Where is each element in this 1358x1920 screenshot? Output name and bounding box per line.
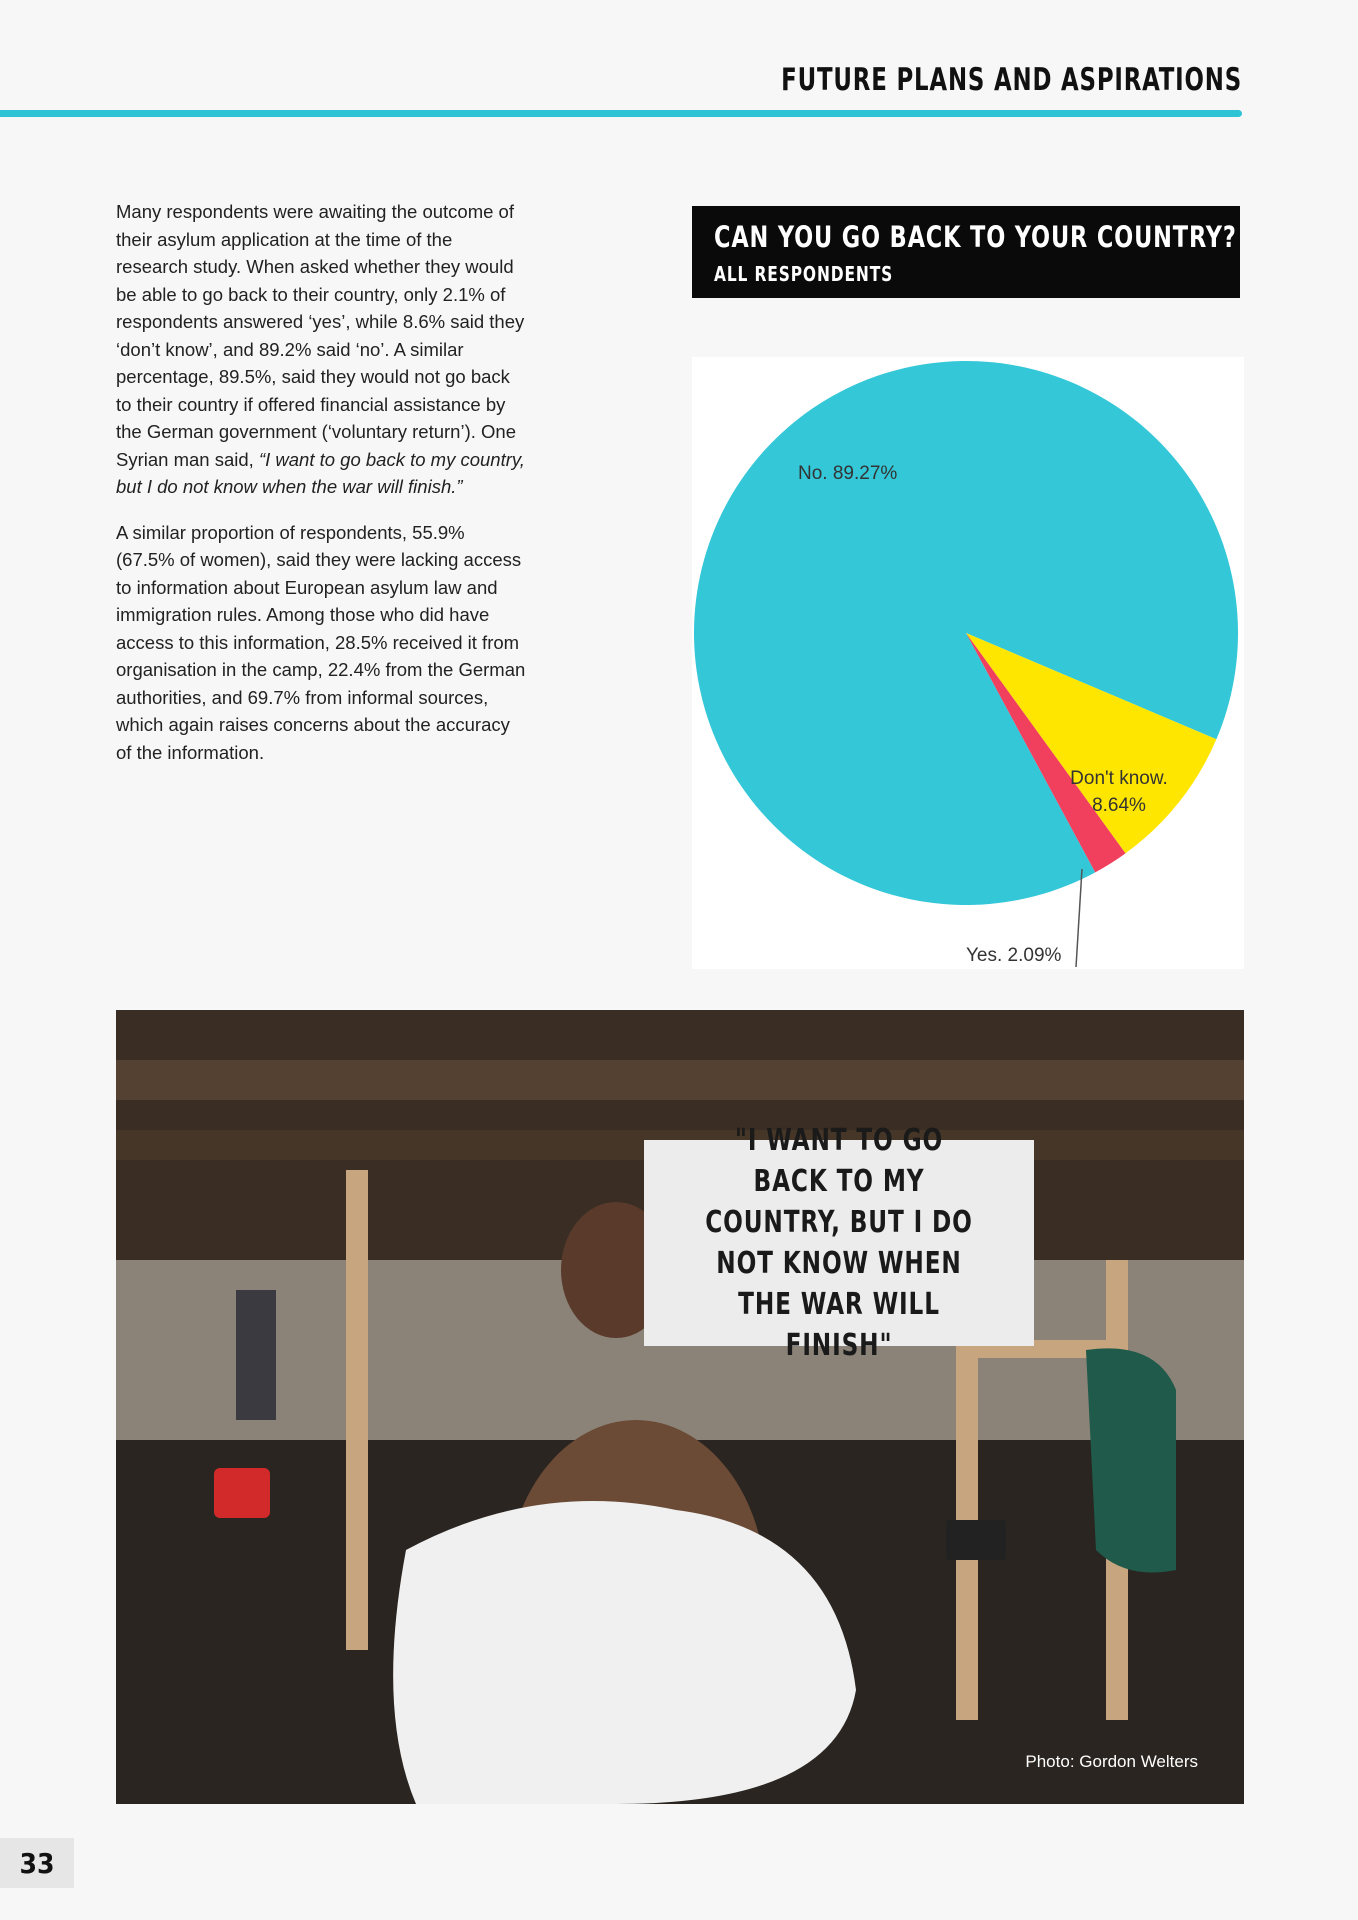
- label-yes: Yes. 2.09%: [966, 945, 1062, 966]
- pie-chart: [692, 357, 1244, 969]
- photo-credit: Photo: Gordon Welters: [1025, 1752, 1198, 1771]
- photo-illustration: [116, 1010, 1244, 1804]
- label-dont-know-value: 8.64%: [1092, 795, 1146, 816]
- body-text: [116, 198, 526, 784]
- chart-title-box: [692, 206, 1240, 298]
- paragraph-1: [116, 198, 526, 501]
- chart-subtitle: ALL RESPONDENTS: [714, 262, 894, 286]
- pie-chart-svg: [692, 357, 1244, 969]
- quote-box: [644, 1123, 1034, 1363]
- page-number: 33: [0, 1838, 74, 1888]
- label-no: No. 89.27%: [798, 463, 898, 484]
- paragraph-2: A similar proportion of respondents, 55.9% (67.5% of women), said they were lacking access to information about European asylum law and immigration rules. Among those who did have access to this information, 28.5% received it from organisation in the camp, 22.4% from the German authorities, and 69.7% from informal sources, which again raises concerns about the accuracy of the information.: [116, 521, 526, 763]
- quote-text: "I WANT TO GO BACK TO MY COUNTRY, BUT I DO NOT KNOW WHEN THE WAR WILL FINISH": [705, 1123, 973, 1363]
- header-rule: [0, 110, 1242, 117]
- chart-title: CAN YOU GO BACK TO YOUR COUNTRY?: [714, 220, 1237, 254]
- paragraph-1-quote: “I want to go back to my country, but I do not know when the war will finish.”: [116, 448, 525, 497]
- paragraph-1-text: Many respondents were awaiting the outcome of their asylum application at the time of the research study. When asked whether they would be able to go back to their country, only 2.1% of respondents answered ‘yes’, while 8.6% said they ‘don’t know’, and 89.2% said ‘no’. A similar percentage, 89.5%, said they would not go back to their country if offered financial assistance by the German government (‘voluntary return’). One Syrian man said,: [116, 201, 525, 470]
- section-title: FUTURE PLANS AND ASPIRATIONS: [781, 62, 1242, 98]
- photo: [116, 1010, 1244, 1804]
- yes-leader-line: [1076, 869, 1082, 967]
- label-dont-know: Don't know.: [1070, 768, 1168, 789]
